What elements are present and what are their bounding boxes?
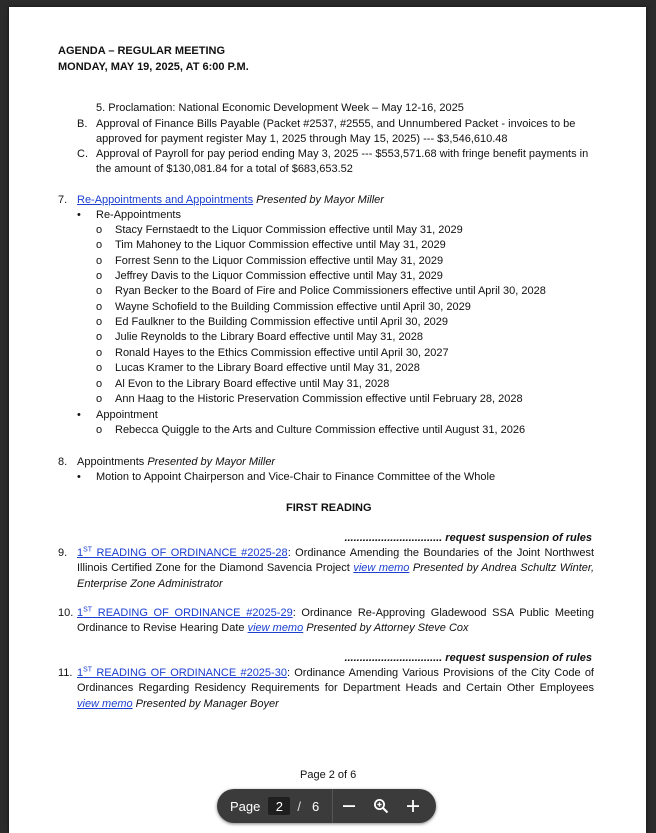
page-label: Page: [230, 798, 261, 814]
appointment-entry: Stacy Fernstaedt to the Liquor Commission effective until May 31, 2029: [115, 224, 463, 236]
suspension-note-11: ................................ request suspension of rules: [344, 652, 592, 664]
appointment-entry: Lucas Kramer to the Library Board effective until May 31, 2028: [115, 362, 420, 375]
appointment-entry: Jeffrey Davis to the Liquor Commission effective until May 31, 2029: [115, 270, 443, 283]
view-memo-link[interactable]: view memo: [353, 562, 410, 575]
magnifier-icon: [373, 798, 389, 814]
sub-bullet-icon: o: [96, 254, 103, 267]
reappointments-label: Re-Appointments: [96, 209, 181, 221]
section-11-number: 11.: [58, 667, 73, 679]
sub-bullet-icon: o: [96, 331, 103, 344]
sub-bullet-icon: o: [96, 239, 103, 252]
section-9-text: 1ST READING OF ORDINANCE #2025-28: Ordinance Amending the Boundaries of the Joint Northwest Illinois Certified Zone for the Diamond Savencia Project view memo Presented by Andrea Schultz Winter, Enterprise Zone Administrator: [77, 546, 595, 590]
agenda-title: AGENDA – REGULAR MEETING: [58, 45, 226, 57]
zoom-fit-button[interactable]: [365, 789, 397, 823]
zoom-out-button[interactable]: [333, 789, 365, 823]
proclamation-item: 5. Proclamation: National Economic Development Week – May 12-16, 2025: [96, 102, 464, 114]
item-c-marker: C.: [77, 148, 88, 160]
ordinance-2025-30-link[interactable]: 1ST READING OF ORDINANCE #2025-30: [77, 666, 287, 679]
section-8-presenter: Presented by Mayor Miller: [147, 456, 276, 468]
sub-bullet-icon: o: [96, 300, 103, 313]
sub-bullet-icon: o: [96, 270, 103, 283]
section-8-number: 8.: [58, 456, 68, 468]
zoom-in-button[interactable]: [397, 789, 429, 823]
sub-bullet-icon: o: [96, 377, 103, 390]
ordinance-2025-28-link[interactable]: 1ST READING OF ORDINANCE #2025-28: [77, 546, 288, 559]
reappointments-link[interactable]: Re-Appointments and Appointments: [77, 194, 254, 206]
total-pages: 6: [312, 798, 320, 814]
appointment-entry: Tim Mahoney to the Liquor Commission effective until May 31, 2029: [115, 239, 446, 252]
appointment-label: Appointment: [96, 409, 158, 421]
minus-icon: [342, 799, 356, 813]
section-11-text: 1ST READING OF ORDINANCE #2025-30: Ordinance Amending Various Provisions of the City Code of Ordinances Regarding Residency Requirements for Department Heads and Certain Other Employees view memo Presented by Manager Boyer: [77, 666, 594, 710]
appointment-entry: Ronald Hayes to the Ethics Commission effective until April 30, 2027: [115, 346, 449, 359]
appointment-entry: Julie Reynolds to the Library Board effective until May 31, 2028: [115, 331, 423, 344]
page-footer: Page 2 of 6: [300, 769, 357, 781]
ordinance-2025-29-link[interactable]: 1ST READING OF ORDINANCE #2025-29: [77, 606, 293, 619]
item-b-marker: B.: [77, 118, 88, 130]
meeting-date: MONDAY, MAY 19, 2025, AT 6:00 P.M.: [58, 61, 249, 73]
sub-bullet-icon: o: [96, 424, 103, 436]
suspension-note-9: ................................ request suspension of rules: [344, 532, 592, 544]
section-8-heading: [77, 455, 275, 470]
bullet-icon: •: [77, 471, 81, 483]
sub-bullet-icon: o: [96, 285, 103, 298]
bullet-icon: •: [77, 209, 81, 221]
first-reading-heading: FIRST READING: [286, 502, 372, 514]
appointment-entry: Wayne Schofield to the Building Commission effective until April 30, 2029: [115, 300, 471, 313]
sub-bullet-icon: o: [96, 362, 103, 375]
section-10-number: 10.: [58, 607, 74, 619]
plus-icon: [406, 799, 420, 813]
section-9-number: 9.: [58, 547, 68, 559]
section-8-motion: Motion to Appoint Chairperson and Vice-Chair to Finance Committee of the Whole: [96, 471, 496, 483]
section-7-heading: [77, 193, 384, 208]
finance-bills-item: Approval of Finance Bills Payable (Packet #2537, #2555, and Unnumbered Packet - invoices to be approved for payment register May 1, 2025 through May 15, 2025) --- $3,546,610.48: [96, 118, 576, 146]
bullet-icon: •: [77, 409, 81, 421]
page-separator: /: [297, 798, 301, 814]
document-page: [9, 7, 646, 833]
appointment-entry: Ryan Becker to the Board of Fire and Police Commissioners effective until April 30, 2028: [115, 285, 546, 298]
section-10-text: 1ST READING OF ORDINANCE #2025-29: Ordinance Re-Approving Gladewood SSA Public Meeting Ordinance to Revise Hearing Date view memo Presented by Attorney Steve Cox: [77, 606, 594, 635]
sub-bullet-icon: o: [96, 224, 103, 236]
section-7-presenter: Presented by Mayor Miller: [256, 194, 384, 206]
view-memo-link[interactable]: view memo: [247, 622, 304, 635]
sub-bullet-icon: o: [96, 316, 103, 329]
appointment-entry: Rebecca Quiggle to the Arts and Culture Commission effective until August 31, 2026: [115, 424, 526, 436]
section-7-number: 7.: [58, 194, 68, 206]
appointment-entry: Ed Faulkner to the Building Commission effective until April 30, 2029: [115, 316, 449, 329]
sub-bullet-icon: o: [96, 392, 103, 405]
sub-bullet-icon: o: [96, 346, 103, 359]
view-memo-link[interactable]: view memo: [77, 697, 133, 710]
appointment-entry: Al Evon to the Library Board effective until May 31, 2028: [115, 377, 390, 390]
appointment-entry: Ann Haag to the Historic Preservation Commission effective until February 28, 2028: [115, 392, 523, 405]
appointment-entry: Forrest Senn to the Liquor Commission effective until May 31, 2029: [115, 254, 444, 267]
payroll-item: Approval of Payroll for pay period ending May 3, 2025 --- $553,571.68 with fringe benefit payments in the amount of $130,081.84 for a total of $683,653.52: [96, 148, 589, 176]
pdf-viewer-toolbar: [217, 789, 436, 823]
page-number-input[interactable]: 2: [268, 797, 290, 815]
section-8-title: Appointments: [77, 456, 145, 468]
